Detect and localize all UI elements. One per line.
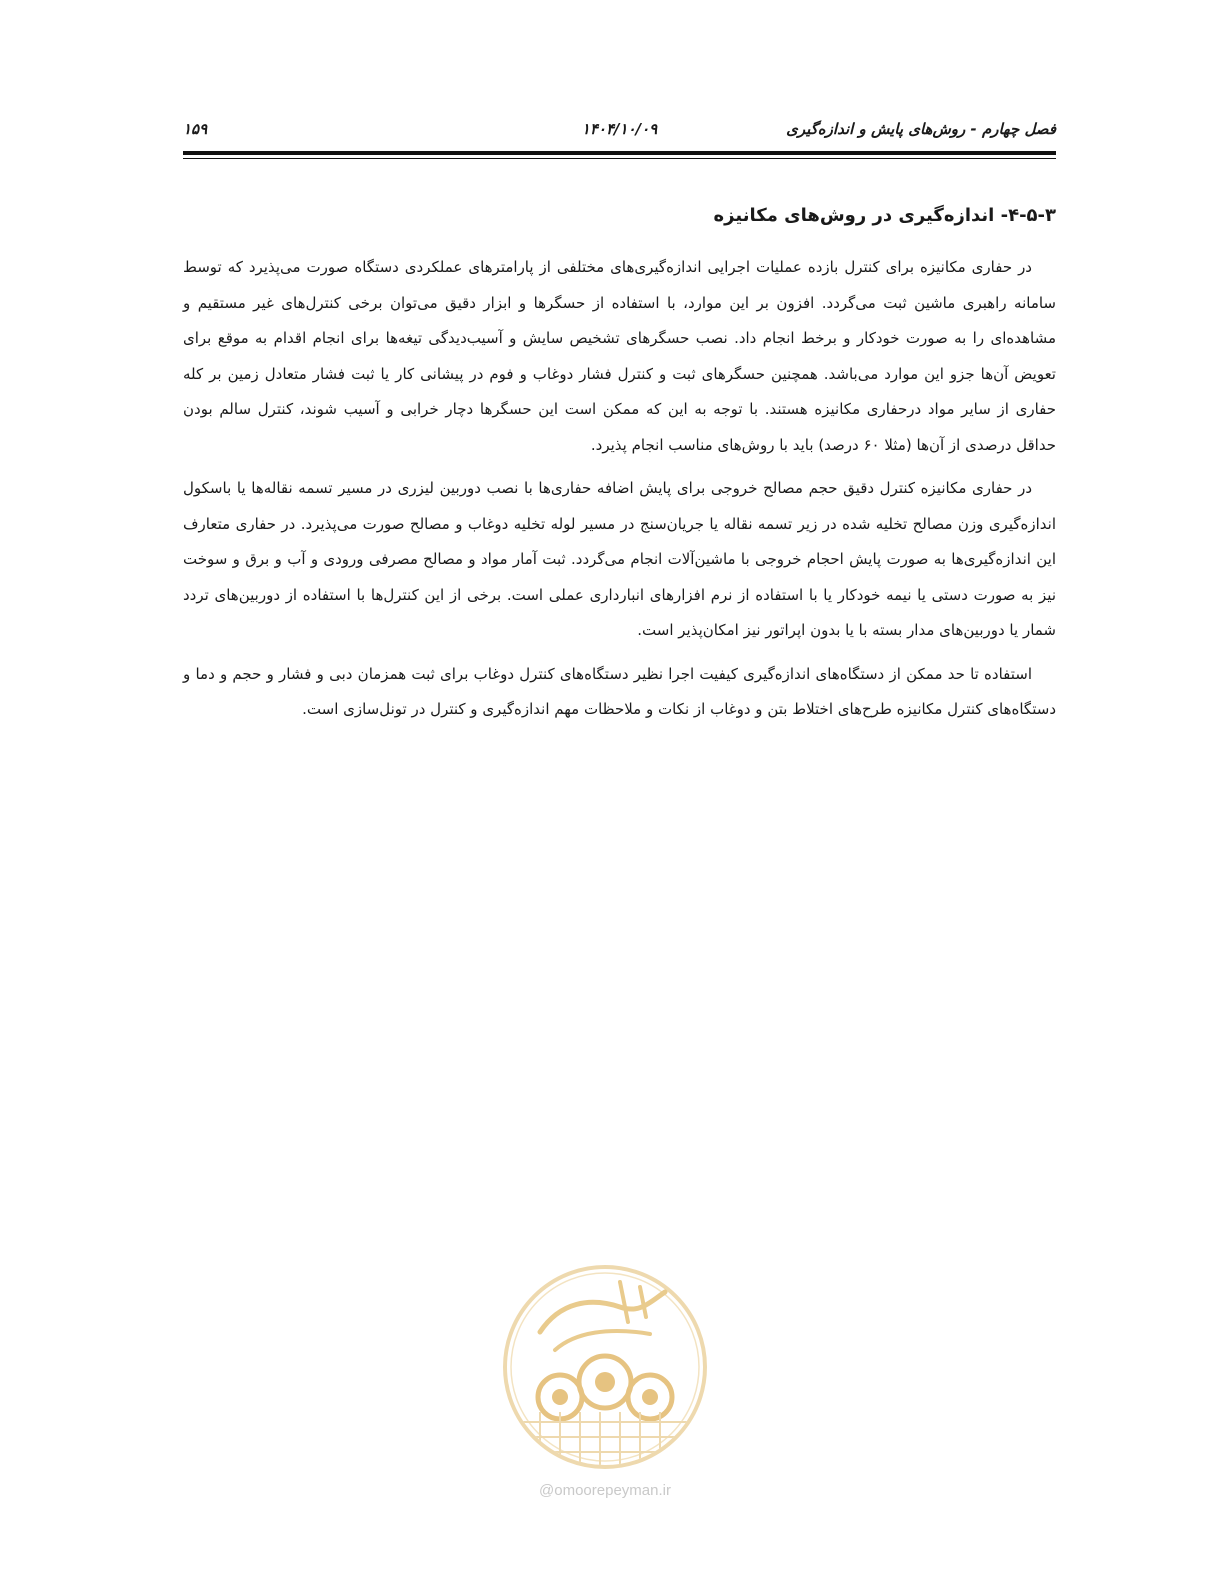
header-rule-thick: [183, 151, 1056, 155]
paragraph-2: در حفاری مکانیزه کنترل دقیق حجم مصالح خروجی برای پایش اضافه حفاری‌ها با نصب دوربین لیزری در مسیر تسمه نقاله‌ها یا باسکول اندازه‌گیری وزن مصالح تخلیه شده در زیر تسمه نقاله یا جریان‌سنج در مسیر لوله تخلیه دوغاب و مصالح صورت می‌پذیرد. در حفاری متعارف این اندازه‌گیری‌ها به صورت پایش احجام خروجی با ماشین‌آلات انجام می‌گردد. ثبت آمار مواد و مصالح مصرفی ورودی و آب و برق و سوخت نیز به صورت دستی یا نیمه خودکار یا با استفاده از نرم افزارهای انبارداری عملی است. برخی از این کنترل‌ها با استفاده از دوربین‌های تردد شمار یا دوربین‌های مدار بسته با یا بدون اپراتور نیز امکان‌پذیر است.: [183, 479, 1056, 639]
section-title: ۴-۵-۳- اندازه‌گیری در روش‌های مکانیزه: [713, 205, 1056, 226]
page-content: [183, 200, 1056, 736]
paragraph-3: استفاده تا حد ممکن از دستگاه‌های اندازه‌گیری کیفیت اجرا نظیر دستگاه‌های کنترل دوغاب برای ثبت همزمان دبی و فشار و حجم و دما و دستگاه‌های کنترل مکانیزه طرح‌های اختلاط بتن و دوغاب از نکات و ملاحظات مهم اندازه‌گیری و کنترل در تونل‌سازی است.: [183, 664, 1056, 718]
watermark-logo-icon: [500, 1262, 710, 1477]
header-date: ۱۴۰۴/۱۰/۰۹: [581, 120, 658, 138]
paragraph-1: در حفاری مکانیزه برای کنترل بازده عملیات اجرایی اندازه‌گیری‌های مختلفی از پارامترهای عملکردی دستگاه صورت می‌پذیرد که توسط سامانه راهبری ماشین ثبت می‌گردد. افزون بر این موارد، با استفاده از حسگرها و ابزار دقیق می‌توان برخی کنترل‌های غیر مستقیم و مشاهده‌ای را به صورت خودکار و برخط انجام داد. نصب حسگرهای تشخیص سایش و آسیب‌دیدگی تیغه‌ها برای انجام اقدام به موقع برای تعویض آن‌ها جزو این موارد می‌باشد. همچنین حسگرهای ثبت و کنترل فشار دوغاب و فوم در پیشانی کار یا ثبت فشار متعادل زمین بر کله حفاری از سایر مواد درحفاری مکانیزه هستند. با توجه به این که ممکن است این حسگرها دچار خرابی و آسیب شوند، کنترل سالم بودن حداقل درصدی از آن‌ها (مثلا ۶۰ درصد) باید با روش‌های مناسب انجام پذیرد.: [183, 258, 1056, 454]
page-header: [183, 116, 1056, 146]
page-number: ۱۵۹: [183, 120, 208, 138]
chapter-title: فصل چهارم - روش‌های پایش و اندازه‌گیری: [786, 120, 1056, 138]
watermark-site: @omoorepeyman.ir: [539, 1482, 671, 1499]
header-rule-thin: [183, 158, 1056, 159]
